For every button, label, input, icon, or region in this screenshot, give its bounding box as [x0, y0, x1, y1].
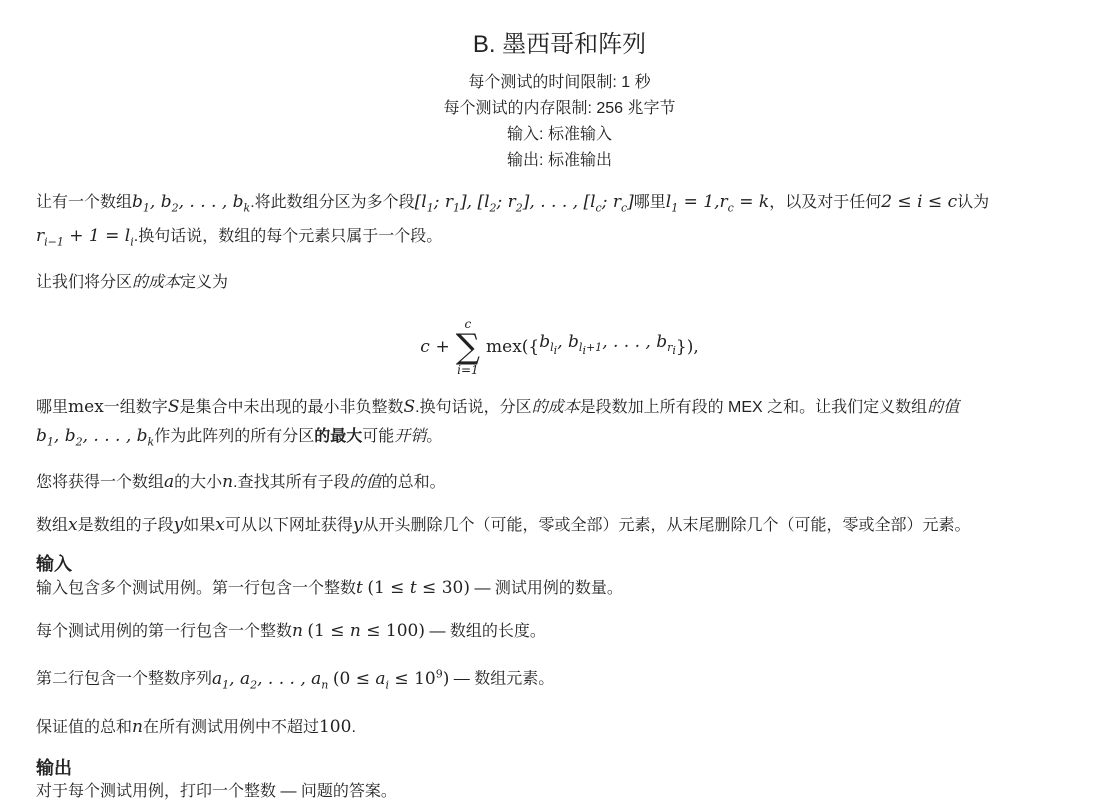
statement-paragraph-3: 哪里mex一组数字S是集合中未出现的最小非负整数S.换句话说，分区的成本是段数加上所有段的 MEX 之和。让我们定义数组的值 $b_1$, $b_2$, . . . , $b_k$作为此阵列的所有分区的最大可能开销。: [36, 396, 960, 449]
output-section-title: 输出: [36, 758, 72, 779]
memory-limit: 每个测试的内存限制: 256 兆字节: [443, 100, 676, 117]
problem-statement: [36, 188, 1083, 800]
input-section: [36, 552, 1083, 742]
input-section-title: 输入: [36, 554, 72, 575]
input-line-4: 保证值的总和n在所有测试用例中不超过100.: [36, 717, 356, 738]
math-mex: mex: [68, 396, 104, 417]
math-i-range: 2 ≤ i ≤ c: [881, 192, 958, 212]
math-array-b: $b_1$, $b_2$, . . . , $b_k$: [132, 192, 251, 215]
math-segments: [$l_1$; $r_1$], [$l_2$; $r_2$], . . . , [$l_c$; $r_c$]: [414, 192, 634, 215]
statement-paragraph-1: 让有一个数组$b_1$, $b_2$, . . . , $b_k$.将此数组分区为多个段[$l_1$; $r_1$], [$l_2$; $r_2$], . . . , [$l_c$; $r_c$]哪里$l_1 = 1,r_c = k$，以及对于任何2 ≤ i ≤ c认为 $r_{i-1} + 1 = l_i$.换句话说，数组的每个元素只属于一个段。: [36, 192, 990, 249]
input-line-2: 每个测试用例的第一行包含一个整数n (1 ≤ n ≤ 100) — 数组的长度。: [36, 621, 546, 642]
input-file: 输入: 标准输入: [507, 126, 612, 143]
problem-header: [36, 0, 1083, 174]
output-line-1: 对于每个测试用例，打印一个整数 — 问题的答案。: [36, 783, 397, 800]
math-r-l: $r_{i-1} + 1 = l_i$: [36, 226, 134, 249]
statement-paragraph-4: 您将获得一个数组a的大小n.查找其所有子段的值的总和。: [36, 472, 446, 493]
time-limit: 每个测试的时间限制: 1 秒: [468, 74, 651, 91]
math-S-2: S: [403, 396, 416, 417]
statement-paragraph-2: 让我们将分区的成本定义为: [36, 273, 229, 291]
statement-paragraph-5: 数组x是数组的子段y如果x可从以下网址获得y从开头删除几个（可能，零或全部）元素，从末尾删除几个（可能，零或全部）元素。: [36, 515, 971, 536]
cost-formula: c + c ∑ i=1 mex({ $b_{l_i}$, $b_{l_i+1}$, . . . , $b_{r_i}$ }),: [420, 316, 699, 377]
sum-symbol: c ∑ i=1: [455, 316, 481, 377]
math-S: S: [167, 396, 180, 417]
input-line-3: 第二行包含一个整数序列$a_1$, $a_2$, . . . , $a_n$ $(0 \le a_i \le 10^9)$ — 数组元素。: [36, 667, 555, 692]
input-line-1: 输入包含多个测试用例。第一行包含一个整数t (1 ≤ t ≤ 30) — 测试用例的数量。: [36, 578, 623, 599]
output-file: 输出: 标准输出: [507, 152, 612, 169]
output-section: [36, 756, 1083, 800]
problem-title: B. 墨西哥和阵列: [472, 31, 647, 58]
math-array-b-2: $b_1$, $b_2$, . . . , $b_k$: [36, 425, 155, 449]
math-l1: $l_1 = 1,r_c = k$: [665, 192, 770, 215]
